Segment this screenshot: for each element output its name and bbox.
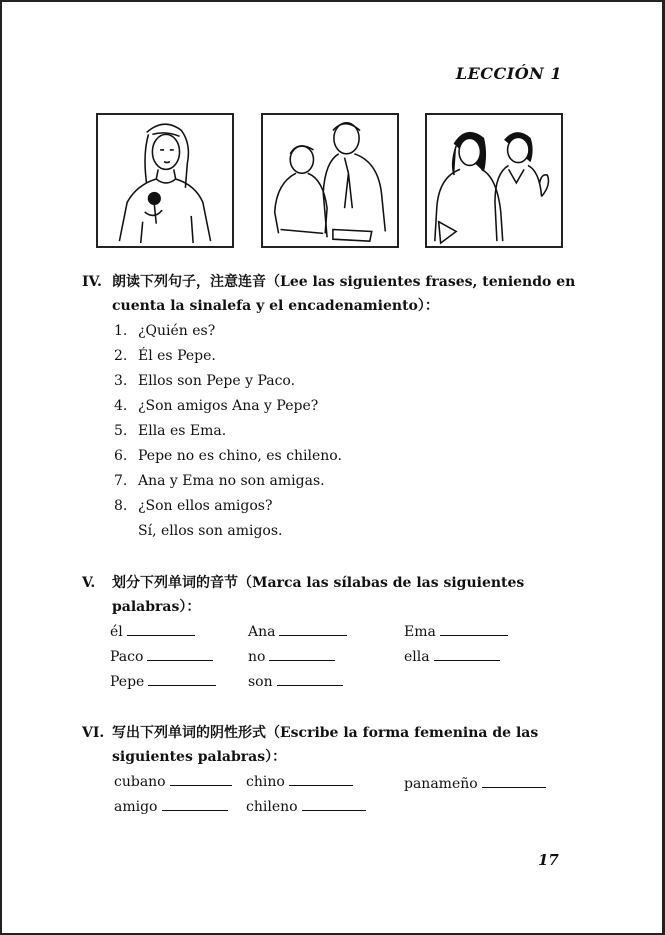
answer-blank[interactable] <box>279 623 347 636</box>
list-item: 2. Él es Pepe. <box>114 348 216 364</box>
answer-blank[interactable] <box>269 648 335 661</box>
list-item: 3. Ellos son Pepe y Paco. <box>114 373 296 389</box>
answer-blank[interactable] <box>434 648 500 661</box>
syllable-word-item: son <box>248 672 343 692</box>
list-item: 7. Ana y Ema no son amigas. <box>114 473 325 489</box>
answer-blank[interactable] <box>127 623 195 636</box>
syllable-word-item: Ana <box>248 622 347 642</box>
section-iv-title-line2: cuenta la sinalefa y el encadenamiento）： <box>112 298 439 314</box>
answer-blank[interactable] <box>440 623 508 636</box>
section-v-title-line2: palabras）： <box>112 599 201 615</box>
feminine-word-item: panameño <box>404 774 546 794</box>
syllable-word-item: no <box>248 647 335 667</box>
section-iv-number: IV. <box>82 274 102 290</box>
page-number: 17 <box>538 851 559 869</box>
list-item: 4. ¿Son amigos Ana y Pepe? <box>114 398 319 414</box>
answer-blank[interactable] <box>170 773 232 786</box>
answer-blank[interactable] <box>147 648 213 661</box>
syllable-word-item: ella <box>404 647 500 667</box>
section-iv-title <box>82 270 575 318</box>
answer-blank[interactable] <box>482 775 546 788</box>
item-8-answer: Sí, ellos son amigos. <box>138 523 283 539</box>
section-vi-title-line2: siguientes palabras）： <box>112 749 287 765</box>
list-item: 1. ¿Quién es? <box>114 323 216 339</box>
feminine-word-item: amigo <box>114 797 228 817</box>
list-item: 8. ¿Son ellos amigos? <box>114 498 273 514</box>
feminine-word-item: chino <box>246 772 353 792</box>
man-and-woman-talking-illustration <box>261 113 399 248</box>
answer-blank[interactable] <box>162 798 228 811</box>
list-item: 5. Ella es Ema. <box>114 423 227 439</box>
feminine-word-item: chileno <box>246 797 366 817</box>
answer-blank[interactable] <box>148 673 216 686</box>
feminine-word-item: cubano <box>114 772 232 792</box>
section-vi-number: VI. <box>82 725 105 741</box>
syllable-word-item: Pepe <box>110 672 216 692</box>
section-v-title-line1: 划分下列单词的音节（Marca las sílabas de las siguientes <box>112 575 525 591</box>
lesson-header: LECCIÓN 1 <box>455 64 562 83</box>
woman-with-flower-illustration <box>96 113 234 248</box>
answer-blank[interactable] <box>302 798 366 811</box>
two-women-talking-illustration <box>425 113 563 248</box>
section-vi-title <box>82 721 538 769</box>
section-iv-title-line1: 朗读下列句子，注意连音（Lee las siguientes frases, teniendo en <box>112 274 576 290</box>
section-vi-title-line1: 写出下列单词的阴性形式（Escribe la forma femenina de las <box>112 725 539 741</box>
syllable-word-item: él <box>110 622 195 642</box>
section-v-title <box>82 571 524 619</box>
answer-blank[interactable] <box>289 773 353 786</box>
section-v-number: V. <box>82 575 96 591</box>
answer-blank[interactable] <box>277 673 343 686</box>
syllable-word-item: Ema <box>404 622 508 642</box>
list-item: 6. Pepe no es chino, es chileno. <box>114 448 342 464</box>
syllable-word-item: Paco <box>110 647 213 667</box>
